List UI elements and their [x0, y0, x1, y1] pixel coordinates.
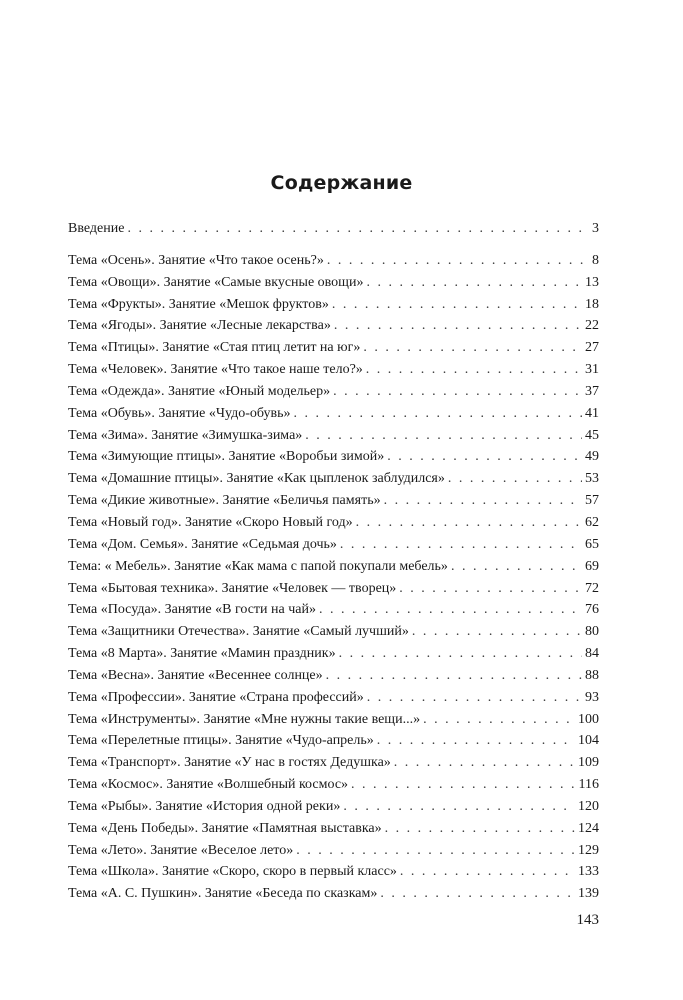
toc-entry-title: Тема «Рыбы». Занятие «История одной реки»	[68, 798, 341, 814]
toc-entry-page: 80	[585, 624, 599, 640]
toc-dot-leader	[363, 337, 582, 359]
toc-entry	[68, 818, 599, 840]
toc-dot-leader	[412, 621, 582, 643]
toc-entry-title: Тема «Весна». Занятие «Весеннее солнце»	[68, 667, 323, 683]
toc-entry	[68, 861, 599, 883]
toc-entry-title: Тема «Домашние птицы». Занятие «Как цыпленок заблудился»	[68, 471, 445, 487]
toc-dot-leader	[332, 294, 582, 316]
toc-entry	[68, 643, 599, 665]
toc-entry	[68, 403, 599, 425]
toc-entry	[68, 840, 599, 862]
toc-entry-title: Введение	[68, 221, 125, 236]
toc-entry-title: Тема «Дом. Семья». Занятие «Седьмая дочь»	[68, 536, 337, 552]
toc-dot-leader	[334, 315, 582, 337]
toc-dot-leader	[127, 218, 588, 240]
toc-entry-title: Тема «Осень». Занятие «Что такое осень?»	[68, 252, 324, 268]
toc-dot-leader	[327, 250, 588, 272]
toc-entry-page: 76	[585, 602, 599, 618]
toc-entry	[68, 218, 599, 240]
toc-entry-page: 93	[585, 689, 599, 705]
toc-entry-page: 18	[585, 296, 599, 312]
toc-entry-page: 45	[585, 427, 599, 443]
toc-dot-leader	[394, 752, 575, 774]
toc-entry	[68, 512, 599, 534]
toc-entry-title: Тема «Перелетные птицы». Занятие «Чудо-апрель»	[68, 733, 374, 749]
toc-entry-page: 3	[592, 221, 599, 236]
toc-entry-title: Тема «Инструменты». Занятие «Мне нужны такие вещи...»	[68, 711, 421, 727]
toc-entry-page: 124	[578, 820, 599, 836]
toc-entry-title: Тема «Школа». Занятие «Скоро, скоро в первый класс»	[68, 864, 397, 880]
toc-dot-leader	[296, 840, 575, 862]
toc-entry-title: Тема «Зимующие птицы». Занятие «Воробьи зимой»	[68, 449, 385, 465]
toc-entry	[68, 446, 599, 468]
toc-entry	[68, 556, 599, 578]
toc-entry-title: Тема «Обувь». Занятие «Чудо-обувь»	[68, 405, 291, 421]
toc-entry	[68, 730, 599, 752]
toc-dot-leader	[366, 359, 582, 381]
toc-dot-leader	[380, 883, 575, 905]
toc-dot-leader	[326, 665, 582, 687]
toc-entry-title: Тема «Новый год». Занятие «Скоро Новый год»	[68, 514, 353, 530]
toc-entry	[68, 468, 599, 490]
toc-entry-page: 41	[585, 405, 599, 421]
toc-dot-leader	[343, 796, 575, 818]
toc-entry	[68, 599, 599, 621]
toc-dot-leader	[448, 468, 582, 490]
toc-entry-title: Тема: « Мебель». Занятие «Как мама с папой покупали мебель»	[68, 558, 448, 574]
toc-entry-page: 88	[585, 667, 599, 683]
toc-entry-page: 109	[578, 755, 599, 771]
toc-entry-page: 133	[578, 864, 599, 880]
toc-entry	[68, 381, 599, 403]
toc-entry	[68, 709, 599, 731]
toc-entry-title: Тема «Одежда». Занятие «Юный модельер»	[68, 383, 331, 399]
toc-entry-title: Тема «Птицы». Занятие «Стая птиц летит на юг»	[68, 340, 361, 356]
toc-entry-page: 65	[585, 536, 599, 552]
table-of-contents	[68, 218, 599, 905]
toc-entry	[68, 250, 599, 272]
toc-dot-leader	[400, 861, 575, 883]
toc-dot-leader	[293, 403, 582, 425]
toc-entry-page: 139	[578, 886, 599, 902]
toc-entry-title: Тема «Лето». Занятие «Веселое лето»	[68, 842, 294, 858]
toc-entry-title: Тема «Транспорт». Занятие «У нас в гостях Дедушка»	[68, 755, 391, 771]
toc-dot-leader	[351, 774, 575, 796]
toc-dot-leader	[339, 643, 582, 665]
toc-dot-leader	[385, 818, 575, 840]
toc-entry	[68, 534, 599, 556]
toc-entry	[68, 425, 599, 447]
toc-dot-leader	[305, 425, 582, 447]
toc-entry	[68, 359, 599, 381]
toc-entry	[68, 621, 599, 643]
toc-dot-leader	[340, 534, 582, 556]
toc-entry-title: Тема «День Победы». Занятие «Памятная выставка»	[68, 820, 382, 836]
toc-entry-page: 62	[585, 514, 599, 530]
toc-entry-title: Тема «Фрукты». Занятие «Мешок фруктов»	[68, 296, 329, 312]
toc-entry-page: 31	[585, 362, 599, 378]
toc-entry-title: Тема «Человек». Занятие «Что такое наше тело?»	[68, 362, 363, 378]
toc-dot-leader	[356, 512, 582, 534]
toc-entry	[68, 315, 599, 337]
toc-entry	[68, 578, 599, 600]
toc-entry-title: Тема «Профессии». Занятие «Страна профессий»	[68, 689, 364, 705]
toc-entry	[68, 774, 599, 796]
toc-dot-leader	[384, 490, 582, 512]
toc-entry	[68, 687, 599, 709]
toc-entry	[68, 337, 599, 359]
toc-entry-page: 57	[585, 493, 599, 509]
toc-entry-title: Тема «А. С. Пушкин». Занятие «Беседа по сказкам»	[68, 886, 378, 902]
toc-entry	[68, 665, 599, 687]
toc-entry-page: 22	[585, 318, 599, 334]
toc-entry-page: 53	[585, 471, 599, 487]
toc-dot-leader	[333, 381, 582, 403]
toc-entry-page: 8	[592, 252, 599, 268]
toc-entry-page: 13	[585, 274, 599, 290]
toc-dot-leader	[367, 687, 582, 709]
toc-entry-title: Тема «Бытовая техника». Занятие «Человек — творец»	[68, 580, 397, 596]
toc-dot-leader	[366, 272, 582, 294]
toc-entry-page: 27	[585, 340, 599, 356]
toc-entry-title: Тема «Посуда». Занятие «В гости на чай»	[68, 602, 316, 618]
toc-entry-title: Тема «Космос». Занятие «Волшебный космос»	[68, 777, 349, 793]
toc-entry	[68, 752, 599, 774]
toc-dot-leader	[377, 730, 575, 752]
toc-dot-leader	[423, 709, 575, 731]
toc-entry-page: 129	[578, 842, 599, 858]
toc-entry	[68, 490, 599, 512]
toc-entry-page: 49	[585, 449, 599, 465]
toc-dot-leader	[387, 446, 582, 468]
toc-entry-title: Тема «Защитники Отечества». Занятие «Самый лучший»	[68, 624, 409, 640]
toc-dot-leader	[319, 599, 582, 621]
toc-entry	[68, 883, 599, 905]
toc-entry-page: 104	[578, 733, 599, 749]
toc-entry-page: 84	[585, 646, 599, 662]
page-title: Содержание	[270, 172, 413, 194]
toc-entry	[68, 294, 599, 316]
toc-entry-page: 72	[585, 580, 599, 596]
toc-entry-title: Тема «Овощи». Занятие «Самые вкусные овощи»	[68, 274, 364, 290]
toc-dot-leader	[451, 556, 582, 578]
toc-entry-title: Тема «8 Марта». Занятие «Мамин праздник»	[68, 646, 336, 662]
toc-dot-leader	[399, 578, 582, 600]
toc-entry-page: 37	[585, 383, 599, 399]
toc-entry-page: 69	[585, 558, 599, 574]
toc-entry-page: 100	[578, 711, 599, 727]
toc-entry-title: Тема «Ягоды». Занятие «Лесные лекарства»	[68, 318, 331, 334]
page-number: 143	[576, 912, 599, 928]
toc-entry-page: 120	[578, 798, 599, 814]
toc-entry	[68, 272, 599, 294]
toc-entry-page: 116	[578, 777, 599, 793]
toc-entry	[68, 796, 599, 818]
toc-entry-title: Тема «Дикие животные». Занятие «Беличья память»	[68, 493, 381, 509]
toc-entry-title: Тема «Зима». Занятие «Зимушка-зима»	[68, 427, 303, 443]
